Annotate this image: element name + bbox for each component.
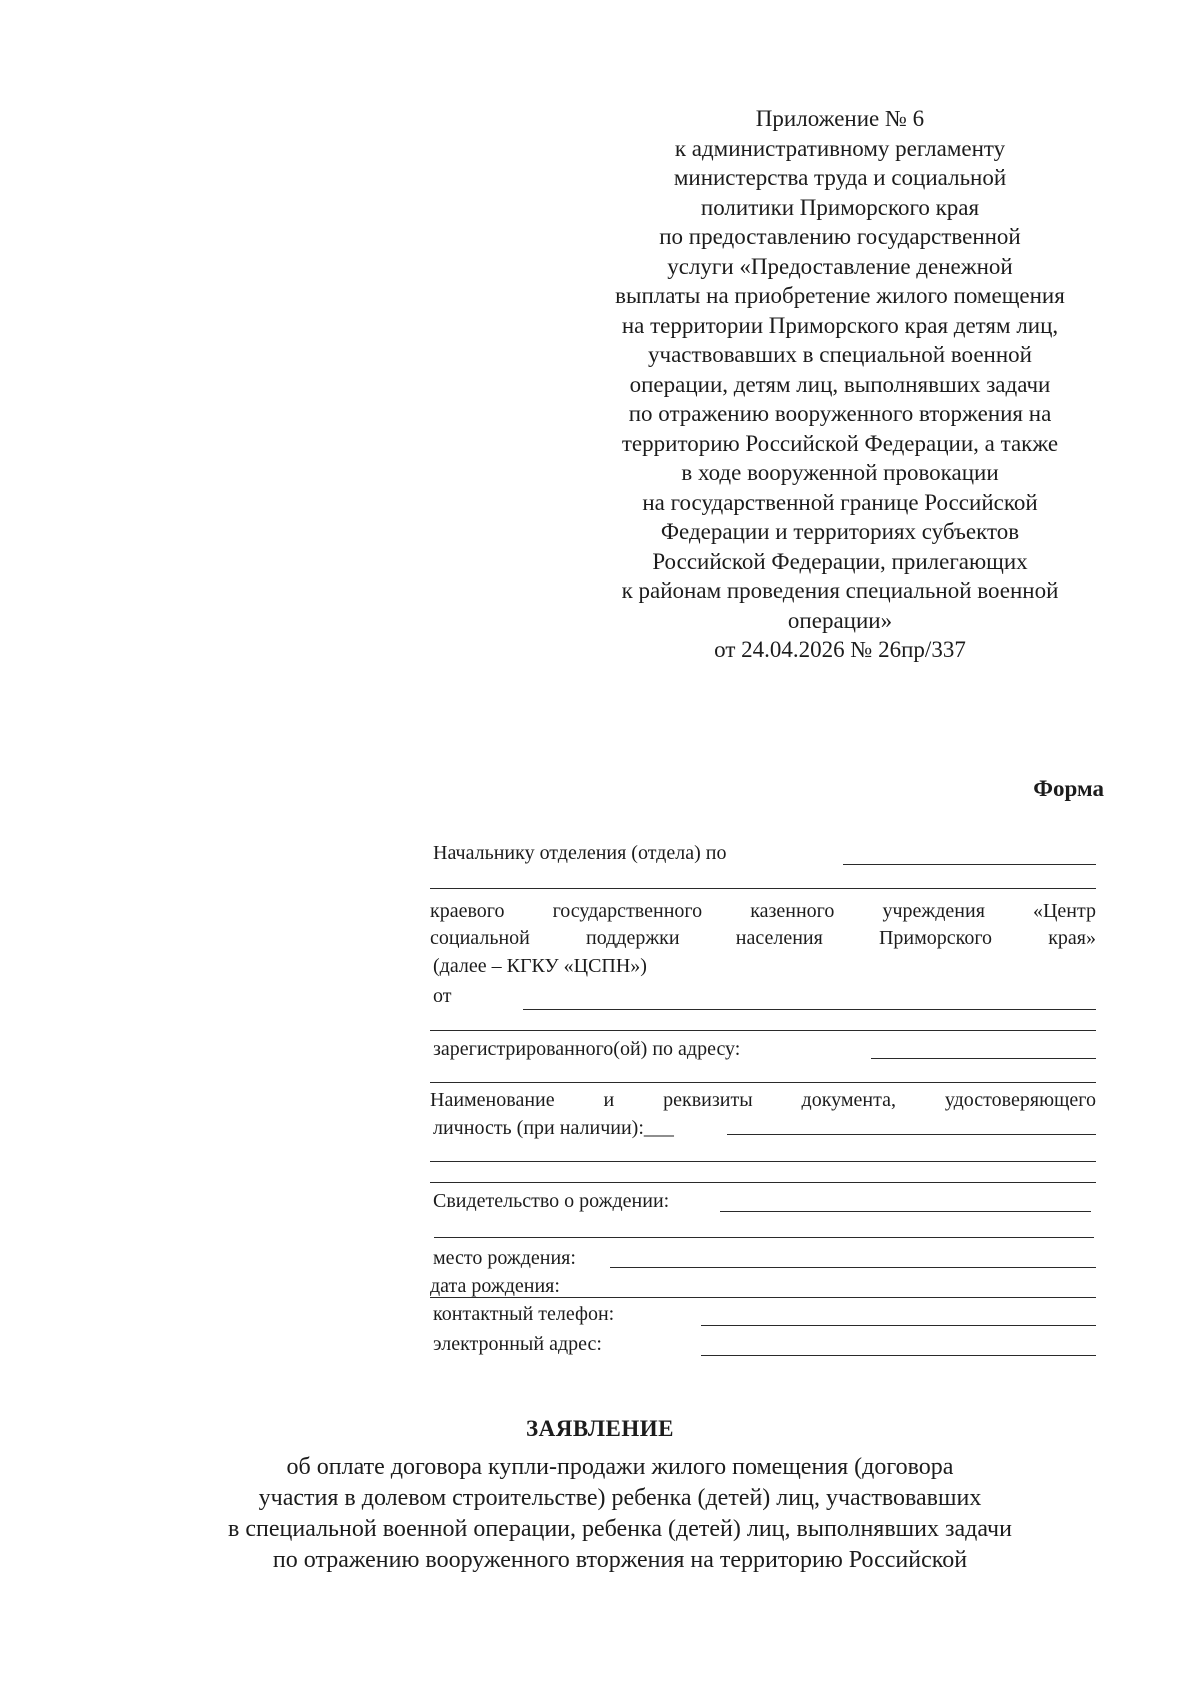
statement-line: участия в долевом строительстве) ребенка (детей) лиц, участвовавших bbox=[258, 1485, 982, 1511]
appendix-line: операции, детям лиц, выполнявших задачи bbox=[629, 371, 1051, 397]
appendix-line: к административному регламенту bbox=[674, 135, 1006, 161]
phone-field-line[interactable] bbox=[701, 1325, 1096, 1326]
birth-cert-label: Свидетельство о рождении: bbox=[433, 1190, 670, 1212]
head-to-label: Начальнику отделения (отдела) по bbox=[433, 842, 727, 864]
birth-date-field-line[interactable] bbox=[430, 1297, 1096, 1298]
from-field-line-2[interactable] bbox=[430, 1030, 1096, 1031]
appendix-line: в ходе вооруженной провокации bbox=[681, 460, 999, 485]
appendix-line: от 24.04.2026 № 26пр/337 bbox=[714, 637, 966, 662]
phone-label: контактный телефон: bbox=[433, 1303, 615, 1325]
id-doc-line-2: личность (при наличии):___ bbox=[433, 1117, 674, 1139]
birth-cert-field-line[interactable] bbox=[720, 1211, 1091, 1212]
appendix-line: территорию Российской Федерации, а также bbox=[621, 430, 1059, 456]
statement-line: по отражению вооруженного вторжения на территорию Российской bbox=[272, 1547, 968, 1573]
institution-line-3: (далее – КГКУ «ЦСПН») bbox=[433, 955, 647, 977]
appendix-line: по предоставлению государственной bbox=[659, 224, 1021, 249]
id-doc-field-line-3[interactable] bbox=[430, 1182, 1096, 1183]
appendix-line: Российской Федерации, прилегающих bbox=[652, 548, 1028, 574]
id-doc-line-1: Наименование и реквизиты документа, удостоверяющего bbox=[430, 1089, 1096, 1111]
institution-line-2: социальной поддержки населения Приморского края» bbox=[430, 927, 1096, 949]
appendix-line: политики Приморского края bbox=[700, 194, 980, 220]
from-label: от bbox=[433, 985, 452, 1007]
registered-field-line[interactable] bbox=[871, 1058, 1096, 1059]
email-label: электронный адрес: bbox=[433, 1333, 602, 1355]
appendix-line: выплаты на приобретение жилого помещения bbox=[615, 283, 1065, 308]
institution-line-1: краевого государственного казенного учреждения «Центр bbox=[430, 900, 1096, 922]
statement-line: об оплате договора купли-продажи жилого помещения (договора bbox=[286, 1454, 954, 1480]
appendix-line: Приложение № 6 bbox=[755, 106, 925, 131]
birth-place-field-line[interactable] bbox=[610, 1267, 1096, 1268]
appendix-line: услуги «Предоставление денежной bbox=[667, 253, 1013, 279]
head-to-field-line[interactable] bbox=[843, 864, 1096, 865]
statement-subject bbox=[0, 1452, 1200, 1576]
appendix-line: к районам проведения специальной военной bbox=[621, 578, 1059, 603]
appendix-line: участвовавших в специальной военной bbox=[648, 342, 1032, 367]
id-doc-field-line[interactable] bbox=[727, 1134, 1096, 1135]
appendix-line: Федерации и территориях субъектов bbox=[660, 519, 1020, 544]
registered-field-line-2[interactable] bbox=[430, 1082, 1096, 1083]
head-to-field-line-2[interactable] bbox=[430, 888, 1096, 889]
id-doc-field-line-2[interactable] bbox=[430, 1161, 1096, 1162]
statement-line: в специальной военной операции, ребенка (детей) лиц, выполнявших задачи bbox=[228, 1516, 1012, 1542]
appendix-line: операции» bbox=[787, 607, 893, 633]
statement-title: ЗАЯВЛЕНИЕ bbox=[526, 1416, 674, 1441]
appendix-line: на государственной границе Российской bbox=[642, 489, 1038, 515]
registered-label: зарегистрированного(ой) по адресу: bbox=[433, 1038, 741, 1060]
appendix-line: по отражению вооруженного вторжения на bbox=[628, 401, 1052, 426]
appendix-line: министерства труда и социальной bbox=[673, 165, 1007, 190]
birth-cert-field-line-2[interactable] bbox=[434, 1237, 1094, 1238]
email-field-line[interactable] bbox=[701, 1355, 1096, 1356]
birth-place-label: место рождения: bbox=[433, 1247, 576, 1269]
form-label: Форма bbox=[1033, 776, 1104, 801]
from-field-line[interactable] bbox=[523, 1009, 1096, 1010]
appendix-line: на территории Приморского края детям лиц, bbox=[621, 312, 1059, 338]
appendix-header bbox=[575, 104, 1105, 665]
birth-date-label: дата рождения: bbox=[430, 1275, 560, 1297]
